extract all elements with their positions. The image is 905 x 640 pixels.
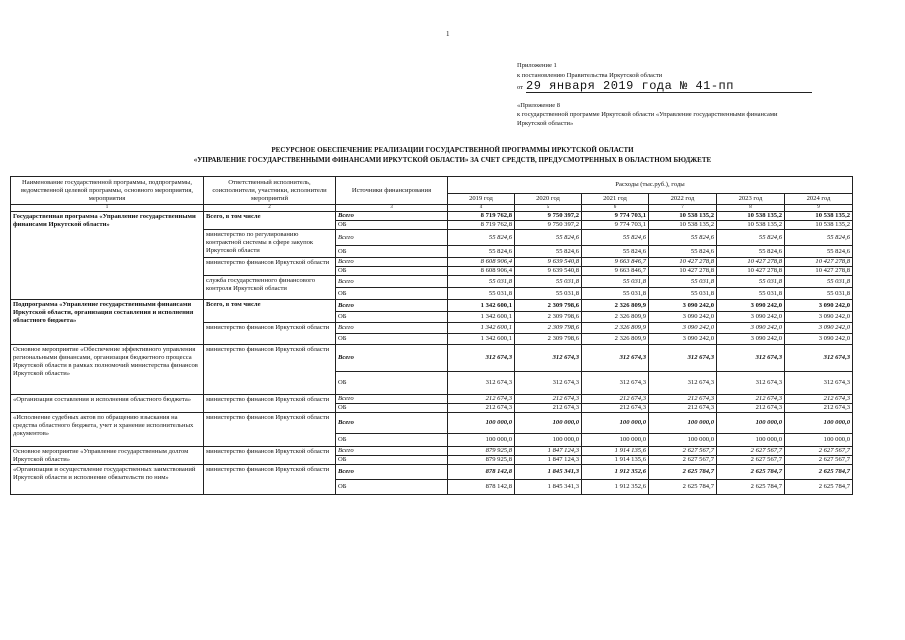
value-cell: 3 090 242,0 [717,334,785,345]
activity-name: «Организация составления и исполнения областного бюджета» [11,395,204,413]
value-cell: 8 608 906,4 [448,267,515,276]
value-cell: 100 000,0 [717,413,785,434]
value-cell: 55 031,8 [785,276,853,288]
value-cell: 312 674,3 [649,372,717,395]
value-cell: 1 342 600,1 [448,334,515,345]
column-number: 2 [204,205,336,212]
executor-cell: министерство финансов Иркутской области [204,465,336,495]
appendix-1-title: Приложение 1 [517,62,557,69]
executor-cell: министерство финансов Иркутской области [204,447,336,465]
value-cell: 100 000,0 [717,434,785,447]
executor-cell: министерство по регулированию контрактной системы в сфере закупок Иркутской области [204,230,336,258]
table-row [11,447,853,456]
value-cell: 100 000,0 [582,413,649,434]
value-cell: 10 538 135,2 [649,221,717,230]
value-cell: 55 824,6 [785,246,853,258]
value-cell: 3 090 242,0 [717,323,785,334]
value-cell: 212 674,3 [649,404,717,413]
main-activity-name: Основное мероприятие «Обеспечение эффективного управления региональными финансами, организация бюджетного процесса Иркутской области в рамках полномочий министерства финансов Иркутской области» [11,345,204,395]
value-cell: 100 000,0 [785,413,853,434]
value-cell: 2 309 798,6 [515,323,582,334]
value-cell: 1 912 352,6 [582,480,649,495]
value-cell: 312 674,3 [785,345,853,372]
value-cell: 3 090 242,0 [649,323,717,334]
activity-name: «Организация и осуществление государственных заимствований Иркутской области и исполнение обязательств по ним» [11,465,204,495]
executor-cell: министерство финансов Иркутской области [204,345,336,395]
column-numbers-row [11,205,853,212]
value-cell: 878 142,8 [448,480,515,495]
value-cell: 2 309 798,6 [515,334,582,345]
source-cell: Всего [336,323,448,334]
value-cell: 10 427 278,8 [785,267,853,276]
value-cell: 2 627 567,7 [785,447,853,456]
source-cell: Всего [336,413,448,434]
appendix-8-ref-line2: Иркутской области» [517,120,574,127]
source-cell: Всего [336,447,448,456]
value-cell: 10 538 135,2 [717,221,785,230]
value-cell: 879 925,8 [448,456,515,465]
value-cell: 3 090 242,0 [785,300,853,312]
value-cell: 212 674,3 [785,395,853,404]
value-cell: 10 427 278,8 [649,258,717,267]
value-cell: 3 090 242,0 [785,312,853,323]
value-cell: 3 090 242,0 [649,312,717,323]
value-cell: 55 824,6 [515,230,582,246]
executor-cell: министерство финансов Иркутской области [204,323,336,345]
appendix-8-title: «Приложение 8 [517,102,561,109]
column-number: 7 [649,205,717,212]
value-cell: 100 000,0 [649,413,717,434]
table-row [11,300,853,312]
value-cell: 312 674,3 [448,345,515,372]
value-cell: 1 914 135,6 [582,447,649,456]
source-cell: Всего [336,395,448,404]
value-cell: 1 845 341,3 [515,465,582,480]
source-cell: ОБ [336,404,448,413]
value-cell: 55 824,6 [448,230,515,246]
source-cell: Всего [336,212,448,221]
value-cell: 55 031,8 [515,288,582,300]
value-cell: 55 031,8 [649,288,717,300]
column-number: 6 [582,205,649,212]
value-cell: 212 674,3 [582,404,649,413]
header-year: 2021 год [582,194,649,205]
document-title [0,145,905,165]
value-cell: 2 309 798,6 [515,312,582,323]
source-cell: ОБ [336,372,448,395]
value-cell: 10 538 135,2 [785,221,853,230]
table-row [11,212,853,221]
value-cell: 100 000,0 [448,413,515,434]
value-cell: 55 824,6 [515,246,582,258]
value-cell: 55 031,8 [582,276,649,288]
value-cell: 3 090 242,0 [649,300,717,312]
value-cell: 2 625 784,7 [785,465,853,480]
value-cell: 55 824,6 [717,230,785,246]
value-cell: 55 824,6 [649,230,717,246]
value-cell: 9 750 397,2 [515,221,582,230]
value-cell: 2 309 798,6 [515,300,582,312]
source-cell: ОБ [336,434,448,447]
value-cell: 55 824,6 [649,246,717,258]
value-cell: 1 845 341,3 [515,480,582,495]
value-cell: 3 090 242,0 [717,300,785,312]
table-row [11,465,853,480]
value-cell: 212 674,3 [717,404,785,413]
value-cell: 9 663 846,7 [582,267,649,276]
table-row [11,345,853,372]
column-number: 8 [717,205,785,212]
value-cell: 2 326 809,9 [582,323,649,334]
value-cell: 2 627 567,7 [717,456,785,465]
value-cell: 312 674,3 [649,345,717,372]
source-cell: ОБ [336,334,448,345]
value-cell: 9 639 540,8 [515,258,582,267]
value-cell: 100 000,0 [582,434,649,447]
value-cell: 212 674,3 [448,404,515,413]
value-cell: 212 674,3 [515,395,582,404]
value-cell: 55 031,8 [515,276,582,288]
value-cell: 879 925,8 [448,447,515,456]
value-cell: 3 090 242,0 [649,334,717,345]
value-cell: 55 031,8 [448,276,515,288]
value-cell: 2 627 567,7 [649,456,717,465]
value-cell: 8 608 906,4 [448,258,515,267]
source-cell: ОБ [336,288,448,300]
executor-cell: министерство финансов Иркутской области [204,413,336,447]
value-cell: 2 625 784,7 [785,480,853,495]
source-cell: ОБ [336,246,448,258]
source-cell: ОБ [336,312,448,323]
header-source: Источники финансирования [336,177,448,205]
value-cell: 3 090 242,0 [717,312,785,323]
value-cell: 9 663 846,7 [582,258,649,267]
header-program: Наименование государственной программы, подпрограммы, ведомственной целевой программы, основного мероприятия, мероприятия [11,177,204,205]
header-year: 2019 год [448,194,515,205]
value-cell: 100 000,0 [515,434,582,447]
value-cell: 9 774 703,1 [582,221,649,230]
value-cell: 2 326 809,9 [582,300,649,312]
value-cell: 55 031,8 [785,288,853,300]
value-cell: 55 031,8 [717,288,785,300]
value-cell: 55 824,6 [582,230,649,246]
page-number: 1 [446,30,450,38]
value-cell: 55 031,8 [582,288,649,300]
value-cell: 212 674,3 [515,404,582,413]
column-number: 5 [515,205,582,212]
value-cell: 10 538 135,2 [785,212,853,221]
value-cell: 1 342 600,1 [448,323,515,334]
value-cell: 55 031,8 [649,276,717,288]
resource-table [10,176,853,495]
value-cell: 55 031,8 [448,288,515,300]
value-cell: 1 847 124,3 [515,447,582,456]
value-cell: 55 824,6 [448,246,515,258]
value-cell: 312 674,3 [717,345,785,372]
column-number: 1 [11,205,204,212]
column-number: 9 [785,205,853,212]
value-cell: 312 674,3 [515,345,582,372]
value-cell: 312 674,3 [582,372,649,395]
value-cell: 9 750 397,2 [515,212,582,221]
executor-cell: Всего, в том числе [204,212,336,230]
appendix-1-ref: к постановлению Правительства Иркутской области [517,72,663,79]
source-cell: ОБ [336,480,448,495]
handwritten-date: 29 января 2019 года № 41-пп [526,81,812,93]
value-cell: 1 342 600,1 [448,312,515,323]
value-cell: 2 625 784,7 [649,480,717,495]
executor-cell: министерство финансов Иркутской области [204,258,336,276]
executor-cell: министерство финансов Иркутской области [204,395,336,413]
value-cell: 212 674,3 [785,404,853,413]
value-cell: 2 625 784,7 [717,480,785,495]
appendix-1-date-line [517,81,812,93]
value-cell: 312 674,3 [515,372,582,395]
header-year: 2022 год [649,194,717,205]
activity-name: «Исполнение судебных актов по обращению взыскания на средства областного бюджета, учет и хранение исполнительных документов» [11,413,204,447]
value-cell: 9 639 540,8 [515,267,582,276]
value-cell: 3 090 242,0 [785,323,853,334]
source-cell: Всего [336,230,448,246]
source-cell: Всего [336,465,448,480]
value-cell: 2 627 567,7 [717,447,785,456]
value-cell: 212 674,3 [717,395,785,404]
header-year: 2023 год [717,194,785,205]
value-cell: 55 824,6 [785,230,853,246]
value-cell: 100 000,0 [448,434,515,447]
header-row [11,177,853,194]
value-cell: 10 427 278,8 [717,267,785,276]
source-cell: Всего [336,258,448,267]
value-cell: 1 847 124,3 [515,456,582,465]
source-cell: ОБ [336,267,448,276]
value-cell: 10 538 135,2 [649,212,717,221]
value-cell: 2 625 784,7 [649,465,717,480]
value-cell: 2 326 809,9 [582,312,649,323]
value-cell: 2 326 809,9 [582,334,649,345]
source-cell: Всего [336,345,448,372]
header-year: 2020 год [515,194,582,205]
value-cell: 312 674,3 [448,372,515,395]
value-cell: 100 000,0 [515,413,582,434]
appendix-1-block [517,61,812,93]
source-cell: ОБ [336,221,448,230]
value-cell: 10 427 278,8 [649,267,717,276]
value-cell: 1 912 352,6 [582,465,649,480]
value-cell: 8 719 762,8 [448,212,515,221]
header-executor: Ответственный исполнитель, соисполнители, участники, исполнители мероприятий [204,177,336,205]
appendix-8-ref-line1: к государственной программе Иркутской области «Управление государственными финансами [517,111,778,118]
source-cell: ОБ [336,456,448,465]
value-cell: 212 674,3 [649,395,717,404]
value-cell: 100 000,0 [649,434,717,447]
value-cell: 55 824,6 [582,246,649,258]
table-row [11,395,853,404]
value-cell: 2 627 567,7 [649,447,717,456]
document-title-line1: РЕСУРСНОЕ ОБЕСПЕЧЕНИЕ РЕАЛИЗАЦИИ ГОСУДАРСТВЕННОЙ ПРОГРАММЫ ИРКУТСКОЙ ОБЛАСТИ [271,146,634,154]
value-cell: 10 427 278,8 [717,258,785,267]
date-prefix: от [517,84,524,91]
executor-cell: Всего, в том числе [204,300,336,323]
table-row [11,413,853,434]
value-cell: 2 625 784,7 [717,465,785,480]
appendix-8-block [517,101,867,128]
value-cell: 212 674,3 [448,395,515,404]
column-number: 3 [336,205,448,212]
value-cell: 212 674,3 [582,395,649,404]
value-cell: 312 674,3 [717,372,785,395]
column-number: 4 [448,205,515,212]
value-cell: 878 142,8 [448,465,515,480]
value-cell: 3 090 242,0 [785,334,853,345]
value-cell: 312 674,3 [785,372,853,395]
subprogram-name: Подпрограмма «Управление государственными финансами Иркутской области, организация составления и исполнения областного бюджета» [11,300,204,345]
source-cell: Всего [336,276,448,288]
value-cell: 9 774 703,1 [582,212,649,221]
document-title-line2: «УПРАВЛЕНИЕ ГОСУДАРСТВЕННЫМИ ФИНАНСАМИ ИРКУТСКОЙ ОБЛАСТИ» ЗА СЧЕТ СРЕДСТВ, ПРЕДУСМОТРЕННЫХ В ОБЛАСТНОМ БЮДЖЕТЕ [193,156,712,164]
value-cell: 1 342 600,1 [448,300,515,312]
header-year: 2024 год [785,194,853,205]
header-expenses: Расходы (тыс.руб.), годы [448,177,853,194]
value-cell: 8 719 762,8 [448,221,515,230]
value-cell: 100 000,0 [785,434,853,447]
value-cell: 1 914 135,6 [582,456,649,465]
value-cell: 10 538 135,2 [717,212,785,221]
gp-name: Государственная программа «Управление государственными финансами Иркутской области» [11,212,204,300]
executor-cell: служба государственного финансового контроля Иркутской области [204,276,336,300]
value-cell: 312 674,3 [582,345,649,372]
value-cell: 55 031,8 [717,276,785,288]
value-cell: 10 427 278,8 [785,258,853,267]
main-activity-name: Основное мероприятие «Управление государственным долгом Иркутской области» [11,447,204,465]
value-cell: 55 824,6 [717,246,785,258]
source-cell: Всего [336,300,448,312]
value-cell: 2 627 567,7 [785,456,853,465]
